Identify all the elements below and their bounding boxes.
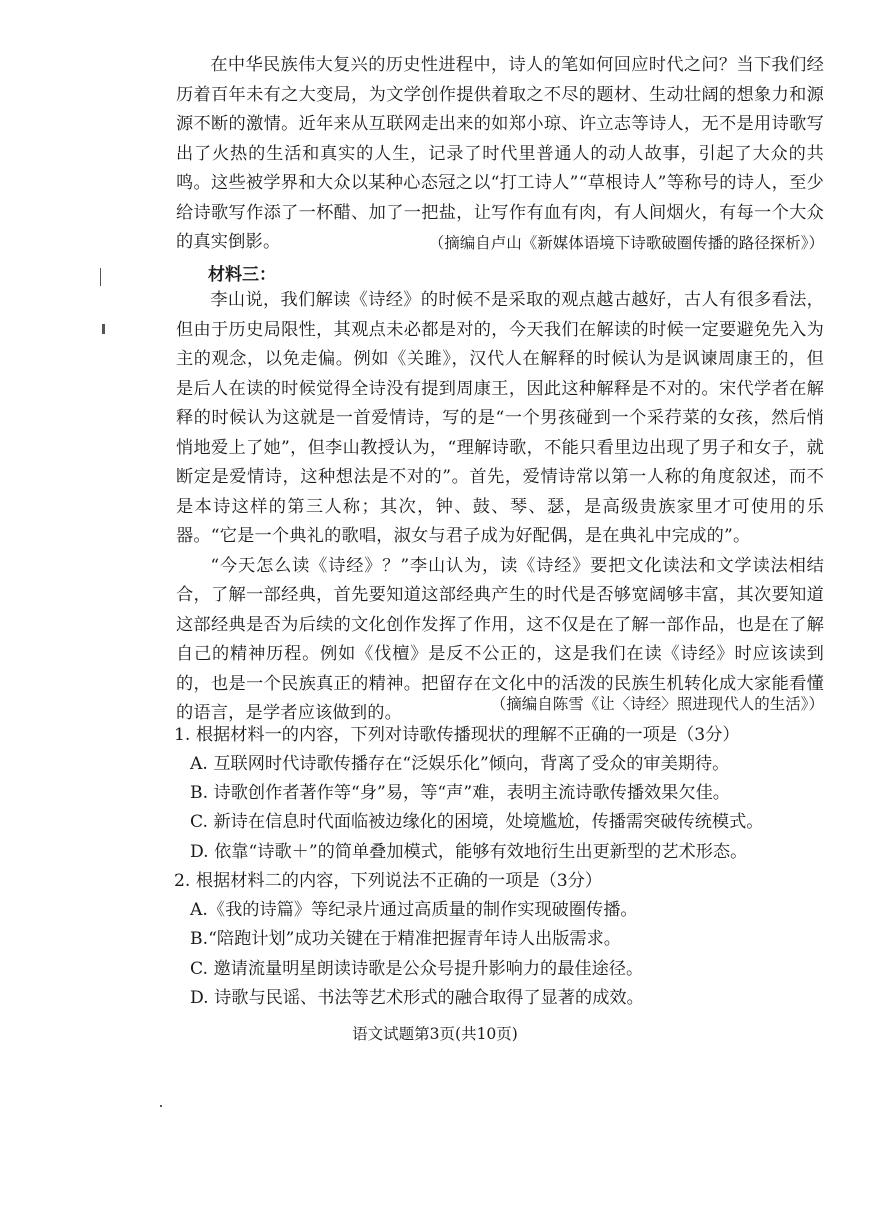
paragraph-poet-response: 在中华民族伟大复兴的历史性进程中，诗人的笔如何回应时代之问？当下我们经历着百年未有之大变局，为文学创作提供着取之不尽的题材、生动壮阔的想象力和源源不断的激情。近年来从互联网走出来的如郑小琼、许立志等诗人，无不是用诗歌写出了火热的生活和真实的人生，记录了时代里普通人的动人故事，引起了大众的共鸣。这些被学界和大众以某种心态冠之以“打工诗人”“草根诗人”等称号的诗人，至少给诗歌写作添了一杯醋、加了一把盐，让写作有血有肉，有人间烟火，有每一个大众的真实倒影。 [176, 55, 824, 252]
question-2-stem: 2. 根据材料二的内容，下列说法不正确的一项是（3分） [174, 871, 603, 891]
material-3-heading: 材料三： [208, 265, 276, 285]
question-1-option-d: D. 依靠“诗歌＋”的简单叠加模式，能够有效地衍生出更新型的艺术形态。 [190, 842, 748, 862]
material-2-body [176, 51, 824, 258]
question-2-option-c: C. 邀请流量明星朗读诗歌是公众号提升影响力的最佳途径。 [190, 959, 644, 979]
question-1-option-a: A. 互联网时代诗歌传播存在“泛娱乐化”倾向，背离了受众的审美期待。 [190, 754, 730, 774]
material-3-body [176, 286, 824, 729]
question-1-stem: 1. 根据材料一的内容，下列对诗歌传播现状的理解不正确的一项是（3分） [174, 725, 740, 745]
scan-mark [160, 1105, 162, 1107]
scan-mark [102, 324, 105, 334]
scan-mark [100, 268, 101, 286]
paragraph-how-to-read: “今天怎么读《诗经》？”李山认为，读《诗经》要把文化读法和文学读法相结合，了解一部经典，首先要知道这部经典产生的时代是否够宽阔够丰富，其次要知道这部经典是否为后续的文化创作发挥了作用，这不仅是在了解一部作品，也是在了解自己的精神历程。例如《伐檀》是反不公正的，这是我们在读《诗经》时应该读到的，也是一个民族真正的精神。把留存在文化中的活泼的民族生机转化成大家能看懂的语言，是学者应该做到的。 [176, 555, 824, 723]
question-2-option-a: A.《我的诗篇》等纪录片通过高质量的制作实现破圈传播。 [190, 900, 638, 920]
question-2-option-d: D. 诗歌与民谣、书法等艺术形式的融合取得了显著的成效。 [190, 988, 644, 1008]
question-2-option-b: B.“陪跑计划”成功关键在于精准把握青年诗人出版需求。 [190, 929, 621, 949]
source-citation-2: （摘编自陈雪《让〈诗经〉照进现代人的生活》） [490, 695, 824, 713]
paragraph-li-shan-interpretation: 李山说，我们解读《诗经》的时候不是采取的观点越古越好，古人有很多看法，但由于历史局限性，其观点未必都是对的，今天我们在解读的时候一定要避免先入为主的观念，以免走偏。例如《关雎》，汉代人在解释的时候认为是讽谏周康王的，但是后人在读的时候觉得全诗没有提到周康王，因此这种解释是不对的。宋代学者在解释的时候认为这就是一首爱情诗，写的是“一个男孩碰到一个采荇菜的女孩，然后悄悄地爱上了她”，但李山教授认为，“理解诗歌，不能只看里边出现了男子和女子，就断定是爱情诗，这种想法是不对的”。首先，爱情诗常以第一人称的角度叙述，而不是本诗这样的第三人称；其次，钟、鼓、琴、瑟，是高级贵族家里才可使用的乐器。“它是一个典礼的歌唱，淑女与君子成为好配偶，是在典礼中完成的”。 [176, 290, 824, 546]
question-1-option-c: C. 新诗在信息时代面临被边缘化的困境，处境尴尬，传播需突破传统模式。 [190, 812, 764, 832]
source-citation-1: （摘编自卢山《新媒体语境下诗歌破圈传播的路径探析》） [428, 234, 824, 252]
page-footer: 语文试题第3页(共10页) [352, 1025, 518, 1043]
question-1-option-b: B. 诗歌创作者著作等“身”易，等“声”难，表明主流诗歌传播效果欠佳。 [190, 783, 730, 803]
